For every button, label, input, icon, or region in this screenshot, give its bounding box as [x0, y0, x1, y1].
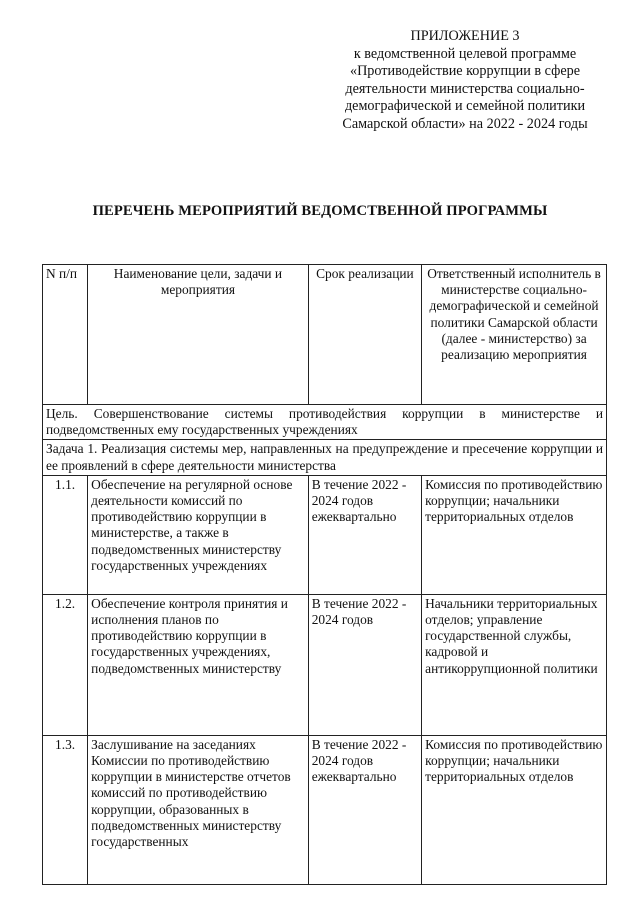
table-row: [43, 475, 607, 594]
task-row: [43, 440, 607, 475]
appendix-line: демографической и семейной политики: [344, 98, 586, 115]
table-header-row: [43, 265, 607, 405]
header-num: N п/п: [43, 265, 88, 405]
row-responsible: Начальники территориальных отделов; управление государственной службы, кадровой и антикоррупционной политики: [422, 594, 607, 735]
header-term: Срок реализации: [308, 265, 421, 405]
appendix-line: «Противодействие коррупции в сфере: [349, 63, 581, 80]
row-term: В течение 2022 - 2024 годов ежеквартально: [308, 475, 421, 594]
task-text: Задача 1. Реализация системы мер, направленных на предупреждение и пресечение коррупции и ее проявлений в сфере деятельности министерства: [43, 440, 607, 475]
appendix-line: ПРИЛОЖЕНИЕ 3: [410, 28, 520, 44]
goal-text: Цель. Совершенствование системы противодействия коррупции в министерстве и подведомственных ему государственных учреждениях: [43, 405, 607, 440]
row-number: 1.2.: [43, 594, 88, 735]
goal-row: [43, 405, 607, 440]
row-responsible: Комиссия по противодействию коррупции; начальники территориальных отделов: [422, 735, 607, 884]
header-name: Наименование цели, задачи и мероприятия: [88, 265, 309, 405]
row-measure: Обеспечение на регулярной основе деятельности комиссий по противодействию коррупции в министерстве, а также в подведомственных министерству государственных учреждениях: [88, 475, 309, 594]
row-responsible: Комиссия по противодействию коррупции; начальники территориальных отделов: [422, 475, 607, 594]
table-row: [43, 594, 607, 735]
row-number: 1.1.: [43, 475, 88, 594]
document-title: ПЕРЕЧЕНЬ МЕРОПРИЯТИЙ ВЕДОМСТВЕННОЙ ПРОГРАММЫ: [92, 203, 548, 219]
row-measure: Обеспечение контроля принятия и исполнения планов по противодействию коррупции в государственных учреждениях, подведомственных министерству: [88, 594, 309, 735]
appendix-header: [318, 28, 612, 134]
appendix-line: к ведомственной целевой программе: [353, 45, 577, 62]
appendix-line: Самарской области» на 2022 - 2024 годы: [342, 115, 588, 132]
row-measure: Заслушивание на заседаниях Комиссии по противодействию коррупции в министерстве отчетов комиссий по противодействию коррупции, образованных в подведомственных министерству государственных: [88, 735, 309, 884]
appendix-line: деятельности министерства социально-: [345, 80, 585, 97]
measures-table: [42, 264, 607, 885]
row-number: 1.3.: [43, 735, 88, 884]
header-responsible: Ответственный исполнитель в министерстве социально-демографической и семейной политики Самарской области (далее - министерство) за реализацию мероприятия: [422, 265, 607, 405]
table-row: [43, 735, 607, 884]
row-term: В течение 2022 - 2024 годов ежеквартально: [308, 735, 421, 884]
row-term: В течение 2022 - 2024 годов: [308, 594, 421, 735]
